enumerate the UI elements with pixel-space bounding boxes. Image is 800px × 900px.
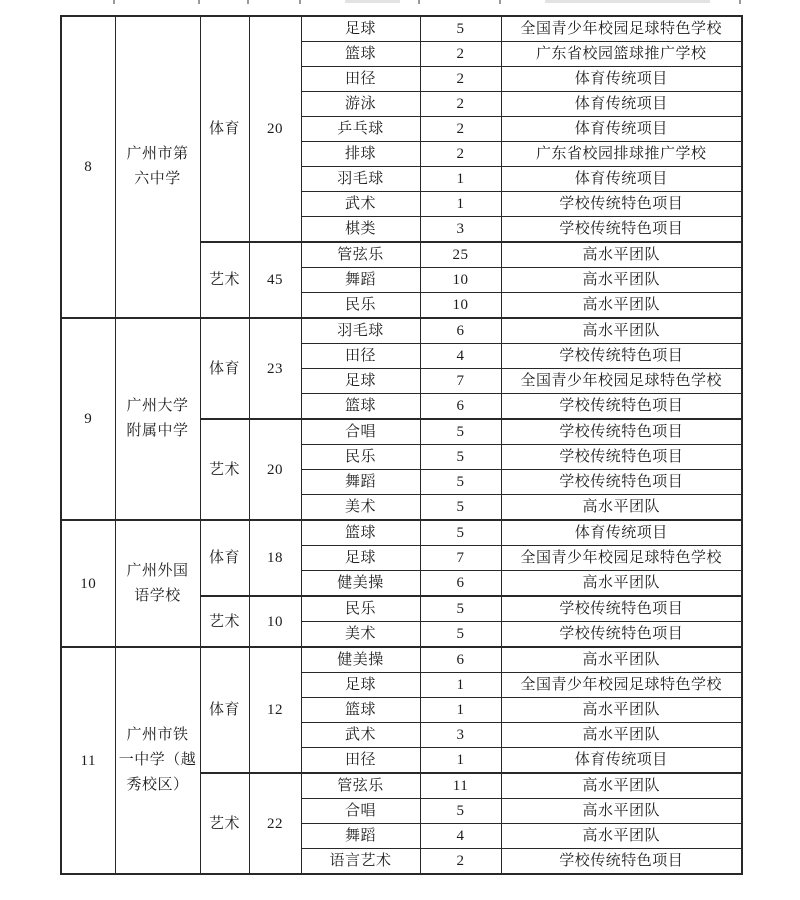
item-count-cell: 4 [420, 824, 501, 849]
item-count-cell: 1 [420, 698, 501, 723]
category-cell: 体育 [200, 318, 249, 419]
item-name-cell: 羽毛球 [301, 167, 420, 192]
item-count-cell: 1 [420, 748, 501, 774]
item-note-cell: 高水平团队 [501, 495, 742, 521]
item-note-cell: 学校传统特色项目 [501, 217, 742, 243]
item-count-cell: 1 [420, 167, 501, 192]
item-count-cell: 3 [420, 217, 501, 243]
item-name-cell: 篮球 [301, 698, 420, 723]
row-number-cell: 10 [61, 520, 115, 647]
item-name-cell: 篮球 [301, 394, 420, 420]
item-note-cell: 学校传统特色项目 [501, 344, 742, 369]
item-name-cell: 足球 [301, 369, 420, 394]
item-count-cell: 2 [420, 92, 501, 117]
item-note-cell: 高水平团队 [501, 318, 742, 344]
item-note-cell: 体育传统项目 [501, 67, 742, 92]
item-count-cell: 6 [420, 318, 501, 344]
item-note-cell: 全国青少年校园足球特色学校 [501, 546, 742, 571]
item-note-cell: 高水平团队 [501, 647, 742, 673]
scan-artifact-stub [418, 0, 420, 4]
table-row [61, 520, 742, 546]
item-name-cell: 管弦乐 [301, 773, 420, 799]
scan-smudge [345, 0, 400, 3]
item-count-cell: 2 [420, 42, 501, 67]
table-row [61, 647, 742, 673]
school-name-cell: 广州大学 附属中学 [115, 318, 200, 520]
item-name-cell: 合唱 [301, 799, 420, 824]
item-count-cell: 5 [420, 16, 501, 42]
school-name-cell: 广州市铁 一中学（越 秀校区） [115, 647, 200, 874]
item-name-cell: 羽毛球 [301, 318, 420, 344]
schools-programs-table [60, 15, 743, 875]
item-note-cell: 体育传统项目 [501, 520, 742, 546]
item-count-cell: 11 [420, 773, 501, 799]
item-name-cell: 游泳 [301, 92, 420, 117]
table-row [61, 16, 742, 42]
item-count-cell: 5 [420, 596, 501, 622]
item-count-cell: 25 [420, 242, 501, 268]
item-count-cell: 5 [420, 799, 501, 824]
item-note-cell: 高水平团队 [501, 293, 742, 319]
item-name-cell: 舞蹈 [301, 470, 420, 495]
item-note-cell: 体育传统项目 [501, 117, 742, 142]
item-name-cell: 棋类 [301, 217, 420, 243]
item-note-cell: 高水平团队 [501, 799, 742, 824]
scan-artifact-stub [247, 0, 249, 4]
scan-artifact-stub [739, 0, 741, 4]
row-number-cell: 8 [61, 16, 115, 318]
item-name-cell: 健美操 [301, 571, 420, 597]
school-name-cell: 广州市第 六中学 [115, 16, 200, 318]
total-cell: 20 [249, 16, 301, 242]
item-count-cell: 1 [420, 192, 501, 217]
row-number-cell: 11 [61, 647, 115, 874]
item-note-cell: 广东省校园篮球推广学校 [501, 42, 742, 67]
item-note-cell: 高水平团队 [501, 242, 742, 268]
total-cell: 22 [249, 773, 301, 874]
item-name-cell: 足球 [301, 546, 420, 571]
item-name-cell: 篮球 [301, 520, 420, 546]
item-note-cell: 广东省校园排球推广学校 [501, 142, 742, 167]
item-name-cell: 篮球 [301, 42, 420, 67]
scan-artifact-stub [499, 0, 501, 4]
item-name-cell: 管弦乐 [301, 242, 420, 268]
item-count-cell: 5 [420, 495, 501, 521]
item-count-cell: 3 [420, 723, 501, 748]
item-count-cell: 2 [420, 849, 501, 875]
category-cell: 艺术 [200, 242, 249, 318]
item-note-cell: 全国青少年校园足球特色学校 [501, 369, 742, 394]
item-name-cell: 武术 [301, 723, 420, 748]
item-count-cell: 5 [420, 470, 501, 495]
total-cell: 45 [249, 242, 301, 318]
item-count-cell: 6 [420, 394, 501, 420]
item-name-cell: 田径 [301, 344, 420, 369]
item-count-cell: 6 [420, 647, 501, 673]
item-count-cell: 10 [420, 268, 501, 293]
item-note-cell: 学校传统特色项目 [501, 419, 742, 445]
item-note-cell: 学校传统特色项目 [501, 445, 742, 470]
item-count-cell: 5 [420, 419, 501, 445]
item-count-cell: 1 [420, 673, 501, 698]
scan-artifact-stub [113, 0, 115, 4]
item-note-cell: 全国青少年校园足球特色学校 [501, 673, 742, 698]
item-note-cell: 高水平团队 [501, 773, 742, 799]
item-count-cell: 4 [420, 344, 501, 369]
item-note-cell: 全国青少年校园足球特色学校 [501, 16, 742, 42]
item-note-cell: 高水平团队 [501, 698, 742, 723]
item-name-cell: 民乐 [301, 596, 420, 622]
item-name-cell: 乒乓球 [301, 117, 420, 142]
item-note-cell: 高水平团队 [501, 824, 742, 849]
item-name-cell: 民乐 [301, 445, 420, 470]
item-count-cell: 5 [420, 520, 501, 546]
scan-artifact-stub [198, 0, 200, 4]
total-cell: 23 [249, 318, 301, 419]
item-note-cell: 学校传统特色项目 [501, 394, 742, 420]
school-name-cell: 广州外国 语学校 [115, 520, 200, 647]
item-name-cell: 语言艺术 [301, 849, 420, 875]
item-note-cell: 高水平团队 [501, 571, 742, 597]
item-name-cell: 美术 [301, 622, 420, 648]
total-cell: 10 [249, 596, 301, 647]
scan-smudge [545, 0, 710, 3]
item-note-cell: 学校传统特色项目 [501, 470, 742, 495]
item-note-cell: 学校传统特色项目 [501, 622, 742, 648]
item-count-cell: 2 [420, 142, 501, 167]
item-note-cell: 体育传统项目 [501, 748, 742, 774]
row-number-cell: 9 [61, 318, 115, 520]
category-cell: 体育 [200, 647, 249, 773]
item-name-cell: 排球 [301, 142, 420, 167]
item-name-cell: 田径 [301, 67, 420, 92]
item-name-cell: 美术 [301, 495, 420, 521]
item-count-cell: 2 [420, 117, 501, 142]
item-note-cell: 体育传统项目 [501, 92, 742, 117]
category-cell: 艺术 [200, 419, 249, 520]
item-name-cell: 舞蹈 [301, 824, 420, 849]
item-note-cell: 体育传统项目 [501, 167, 742, 192]
item-count-cell: 7 [420, 369, 501, 394]
category-cell: 艺术 [200, 773, 249, 874]
table-row [61, 318, 742, 344]
schools-table-body [61, 16, 742, 874]
item-note-cell: 学校传统特色项目 [501, 596, 742, 622]
item-name-cell: 健美操 [301, 647, 420, 673]
total-cell: 18 [249, 520, 301, 596]
item-name-cell: 田径 [301, 748, 420, 774]
item-count-cell: 7 [420, 546, 501, 571]
category-cell: 体育 [200, 16, 249, 242]
category-cell: 体育 [200, 520, 249, 596]
total-cell: 12 [249, 647, 301, 773]
item-count-cell: 10 [420, 293, 501, 319]
item-note-cell: 高水平团队 [501, 268, 742, 293]
item-name-cell: 足球 [301, 673, 420, 698]
item-note-cell: 学校传统特色项目 [501, 192, 742, 217]
category-cell: 艺术 [200, 596, 249, 647]
item-count-cell: 6 [420, 571, 501, 597]
item-note-cell: 学校传统特色项目 [501, 849, 742, 875]
item-count-cell: 5 [420, 622, 501, 648]
item-name-cell: 合唱 [301, 419, 420, 445]
item-name-cell: 足球 [301, 16, 420, 42]
total-cell: 20 [249, 419, 301, 520]
item-name-cell: 舞蹈 [301, 268, 420, 293]
item-name-cell: 民乐 [301, 293, 420, 319]
item-count-cell: 2 [420, 67, 501, 92]
item-note-cell: 高水平团队 [501, 723, 742, 748]
scan-artifact-stub [299, 0, 301, 4]
item-name-cell: 武术 [301, 192, 420, 217]
item-count-cell: 5 [420, 445, 501, 470]
